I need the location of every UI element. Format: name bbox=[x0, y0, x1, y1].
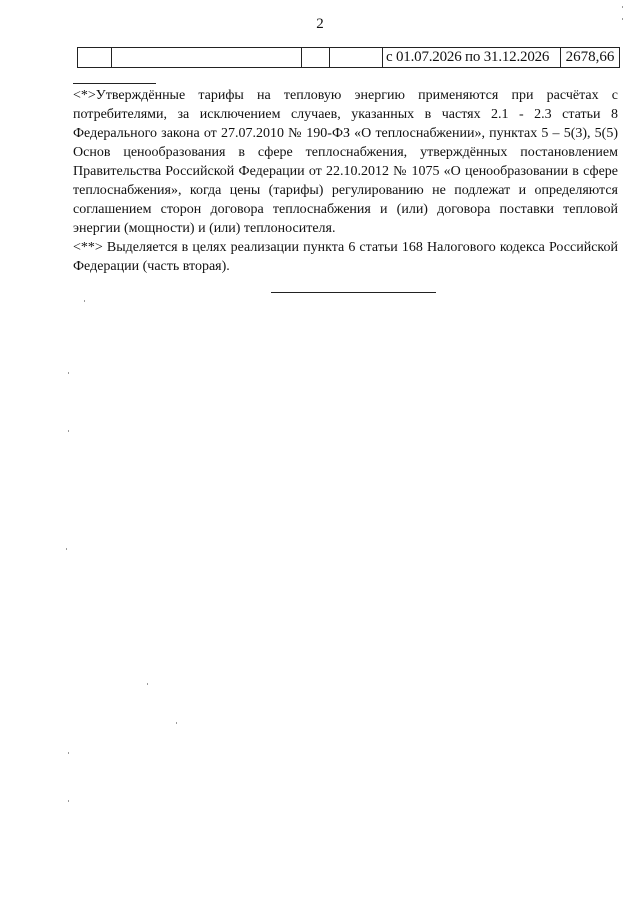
scan-speck bbox=[147, 683, 148, 685]
scan-speck bbox=[176, 722, 177, 724]
table-row bbox=[78, 48, 620, 68]
table-cell-period: с 01.07.2026 по 31.12.2026 bbox=[383, 48, 561, 68]
scan-speck bbox=[66, 548, 67, 550]
table-cell-empty bbox=[330, 48, 383, 68]
footnote-separator-line bbox=[73, 83, 156, 84]
scan-speck bbox=[622, 18, 623, 20]
document-end-line bbox=[271, 292, 436, 293]
footnotes bbox=[73, 86, 618, 276]
scan-speck bbox=[68, 752, 69, 754]
table-cell-empty bbox=[78, 48, 112, 68]
scan-speck bbox=[68, 800, 69, 802]
footnote-2: <**> Выделяется в целях реализации пункта 6 статьи 168 Налогового кодекса Российской Федерации (часть вторая). bbox=[73, 240, 618, 274]
scan-speck bbox=[622, 6, 623, 8]
tariff-table bbox=[77, 47, 620, 68]
scan-speck bbox=[68, 372, 69, 374]
table-cell-empty bbox=[112, 48, 302, 68]
footnote-1: <*>Утверждённые тарифы на тепловую энергию применяются при расчётах с потребителями, за исключением случаев, указанных в частях 2.1 - 2.3 статьи 8 Федерального закона от 27.07.2010 № 190-ФЗ «О теплоснабжении», пунктах 5 – 5(3), 5(5) Основ ценообразования в сфере теплоснабжения, утверждённых постановлением Правительства Российской Федерации от 22.10.2012 № 1075 «О ценообразовании в сфере теплоснабжения», когда цены (тарифы) регулированию не подлежат и определяются соглашением сторон договора теплоснабжения и (или) договора поставки тепловой энергии (мощности) и (или) теплоносителя. bbox=[73, 88, 618, 236]
scan-speck bbox=[84, 300, 85, 302]
table-cell-empty bbox=[302, 48, 330, 68]
page-number: 2 bbox=[316, 16, 324, 32]
table-cell-tariff-value: 2678,66 bbox=[561, 48, 620, 68]
scan-speck bbox=[68, 430, 69, 432]
